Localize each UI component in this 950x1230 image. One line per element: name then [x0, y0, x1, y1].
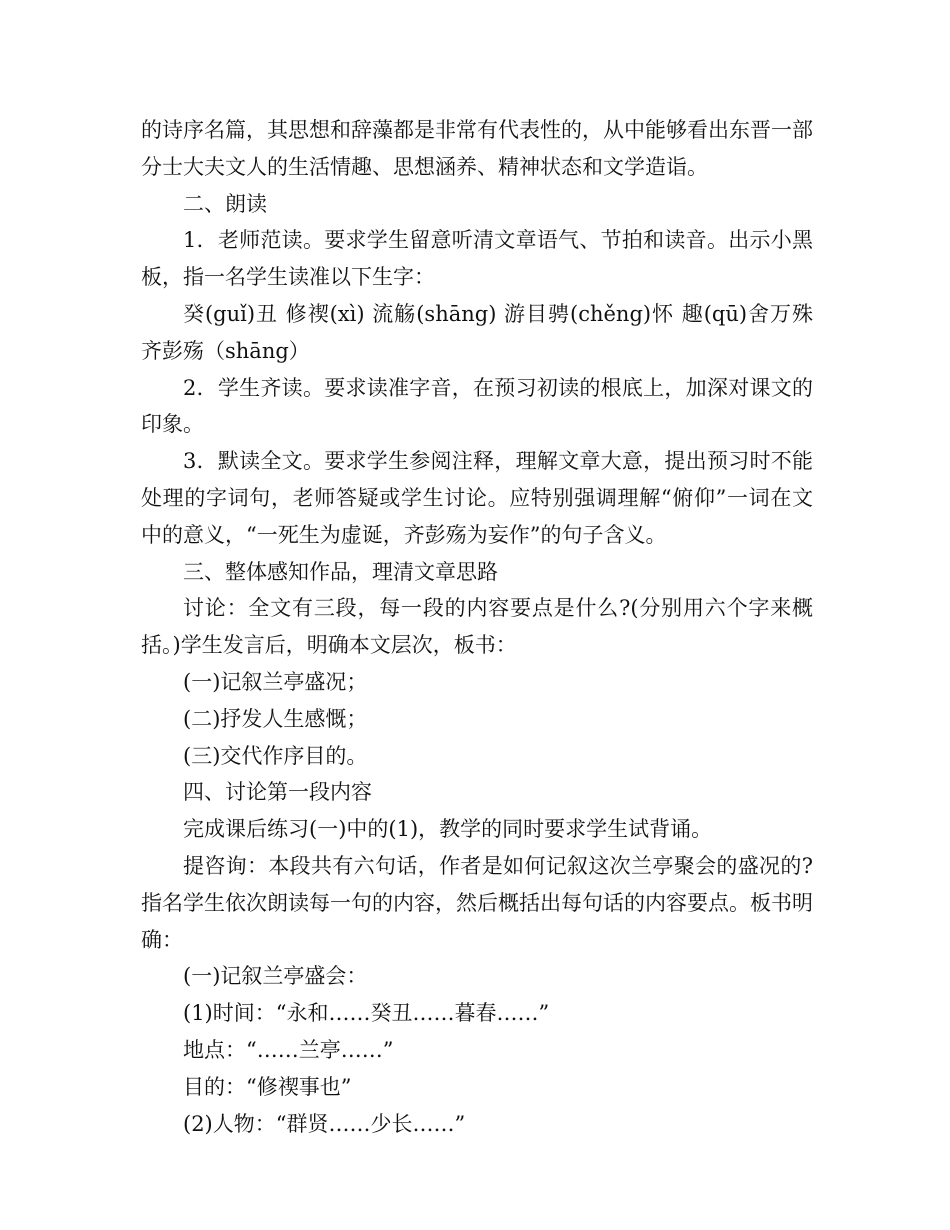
board-heading: (一)记叙兰亭盛会：	[183, 964, 368, 989]
board-item-time: (1)时间：“永和……癸丑……暮春……”	[183, 1001, 550, 1026]
section-heading-overall-perception: 三、整体感知作品，理清文章思路	[183, 559, 498, 584]
board-item-purpose: 目的：“修禊事也”	[183, 1074, 352, 1099]
paragraph-question: 提咨询：本段共有六句话，作者是如何记叙这次兰亭聚会的盛况的?指名学生依次朗读每一句的内容，然后概括出每句话的内容要点。板书明确：	[141, 853, 813, 952]
paragraph-group-reading: 2．学生齐读。要求读准字音，在预习初读的根底上，加深对课文的印象。	[141, 375, 813, 437]
paragraph-intro-continued: 的诗序名篇，其思想和辞藻都是非常有代表性的，从中能够看出东晋一部分士大夫文人的生活情趣、思想涵养、精神状态和文学造诣。	[141, 118, 813, 179]
paragraph-discussion: 讨论：全文有三段，每一段的内容要点是什么?(分别用六个字来概括。)学生发言后，明确本文层次，板书：	[141, 596, 813, 658]
section-heading-reading: 二、朗读	[183, 191, 267, 216]
outline-item-1: (一)记叙兰亭盛况；	[183, 669, 368, 694]
outline-item-3: (三)交代作序目的。	[183, 743, 368, 768]
outline-item-2: (二)抒发人生感慨；	[183, 706, 368, 731]
board-item-place: 地点：“……兰亭……”	[183, 1037, 394, 1062]
paragraph-exercise: 完成课后练习(一)中的(1)，教学的同时要求学生试背诵。	[183, 817, 713, 842]
board-item-people: (2)人物：“群贤……少长……”	[183, 1111, 466, 1136]
paragraph-silent-reading: 3．默读全文。要求学生参阅注释，理解文章大意，提出预习时不能处理的字词句，老师答疑或学生讨论。应特别强调理解“俯仰”一词在文中的意义，“一死生为虚诞，齐彭殇为妄作”的句子含义。	[141, 449, 813, 547]
paragraph-vocabulary-pinyin: 癸(guǐ)丑 修禊(xì) 流觞(shāng) 游目骋(chěng)怀 趣(qū)舍万殊 齐彭殇（shāng）	[141, 301, 813, 363]
paragraph-teacher-reading: 1．老师范读。要求学生留意听清文章语气、节拍和读音。出示小黑板，指一名学生读准以下生字：	[141, 228, 813, 290]
section-heading-first-paragraph: 四、讨论第一段内容	[183, 780, 372, 805]
document-page	[141, 112, 813, 1142]
